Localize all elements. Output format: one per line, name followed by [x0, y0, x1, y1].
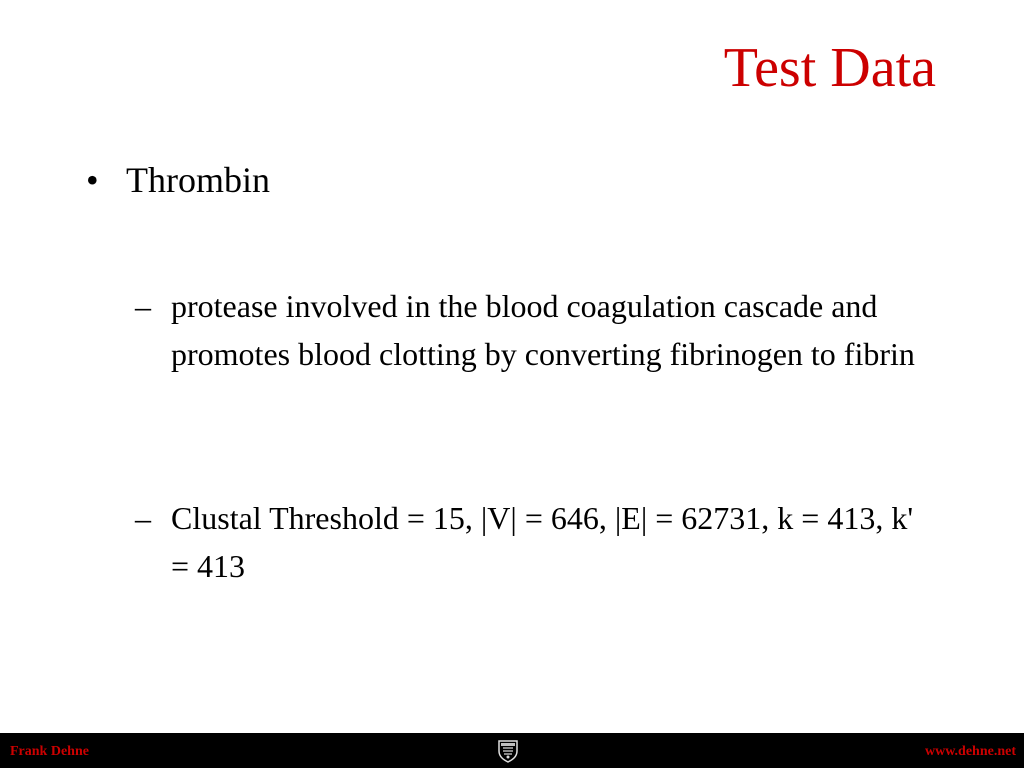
footer-url: www.dehne.net — [924, 744, 1016, 759]
crest-logo-icon — [497, 739, 519, 763]
sub-item-marker: – — [135, 288, 151, 324]
sub-item-parameters — [135, 494, 935, 590]
footer-bar — [0, 733, 1024, 768]
bullet-text: Thrombin — [126, 160, 270, 200]
sub-item-text: Clustal Threshold = 15, |V| = 646, |E| = 62731, k = 413, k' = 413 — [171, 500, 914, 584]
bullet-item — [86, 158, 270, 202]
sub-item-text: protease involved in the blood coagulation cascade and promotes blood clotting by converting fibrinogen to fibrin — [171, 288, 915, 372]
footer-author: Frank Dehne — [10, 744, 89, 759]
slide-title: Test Data — [723, 37, 936, 99]
sub-item-marker: – — [135, 500, 151, 536]
bullet-marker: • — [86, 160, 99, 200]
sub-item-description — [135, 282, 935, 378]
